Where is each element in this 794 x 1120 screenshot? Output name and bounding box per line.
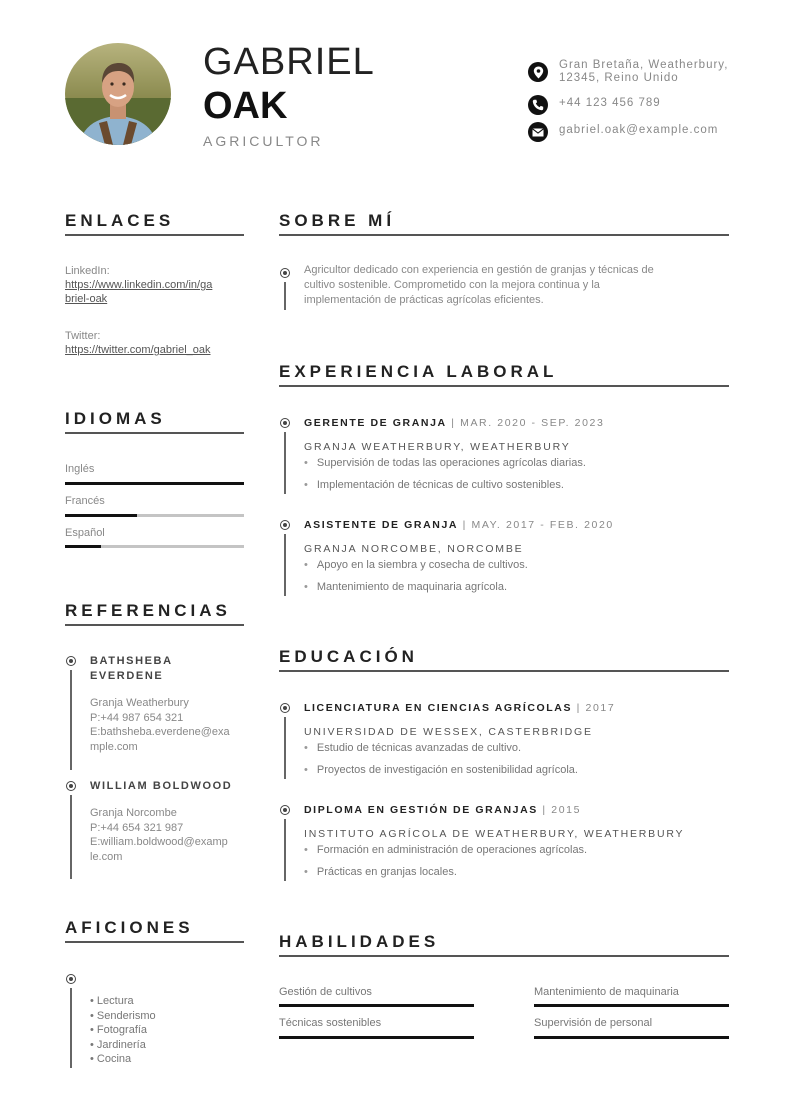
- address: [559, 59, 728, 85]
- timeline-dot-icon: [280, 805, 290, 815]
- experience-2-role: ASISTENTE DE GRANJA: [304, 519, 459, 531]
- references-heading: REFERENCIAS: [65, 601, 231, 620]
- phone-icon: [528, 95, 548, 115]
- education-heading: EDUCACIÓN: [279, 647, 418, 666]
- links-heading: ENLACES: [65, 211, 175, 230]
- education-1-bullet: • Estudio de técnicas avanzadas de cultivo.: [304, 742, 521, 754]
- reference-1-name-cont: EVERDENE: [90, 670, 164, 682]
- skill-bar: [279, 1004, 474, 1007]
- experience-divider: [279, 385, 729, 387]
- language-spanish-level: [65, 545, 101, 548]
- timeline-dot-icon: [280, 520, 290, 530]
- address-line2: 12345, Reino Unido: [559, 72, 679, 84]
- email-icon: [528, 122, 548, 142]
- last-name: OAK: [203, 85, 288, 127]
- timeline-dot-icon: [66, 974, 76, 984]
- timeline-dot-icon: [66, 781, 76, 791]
- experience-1-company: GRANJA WEATHERBURY, WEATHERBURY: [304, 441, 571, 453]
- education-2-title: DIPLOMA EN GESTIÓN DE GRANJAS | 2015: [304, 804, 582, 816]
- hobby-item: • Jardinería: [90, 1038, 146, 1051]
- experience-1-bullet: • Implementación de técnicas de cultivo sostenibles.: [304, 479, 564, 491]
- timeline-dot-icon: [66, 656, 76, 666]
- experience-1-dates: MAR. 2020 - SEP. 2023: [460, 417, 605, 429]
- skill-label: Supervisión de personal: [534, 1017, 653, 1029]
- experience-2-title: ASISTENTE DE GRANJA | MAY. 2017 - FEB. 2020: [304, 519, 614, 531]
- reference-1: [90, 654, 230, 754]
- linkedin-link-cont[interactable]: briel-oak: [65, 293, 108, 305]
- job-title: AGRICULTOR: [203, 133, 324, 149]
- farmer-portrait-icon: [65, 43, 171, 145]
- profile-photo: [65, 43, 171, 145]
- hobbies-divider: [65, 941, 244, 943]
- education-2-year: 2015: [551, 804, 582, 816]
- about-divider: [279, 234, 729, 236]
- experience-1-bullet: • Supervisión de todas las operaciones agrícolas diarias.: [304, 457, 586, 469]
- reference-1-company: Granja Weatherbury: [90, 697, 189, 709]
- address-line1: Gran Bretaña, Weatherbury,: [559, 59, 729, 71]
- hobby-item: • Cocina: [90, 1053, 132, 1066]
- experience-heading: EXPERIENCIA LABORAL: [279, 362, 558, 381]
- timeline-line: [284, 819, 286, 881]
- education-2-degree: DIPLOMA EN GESTIÓN DE GRANJAS: [304, 804, 538, 816]
- twitter-entry: [65, 329, 211, 357]
- hobby-item: • Lectura: [90, 995, 134, 1007]
- linkedin-link[interactable]: https://www.linkedin.com/in/ga: [65, 279, 213, 291]
- reference-1-phone: P:+44 987 654 321: [90, 711, 184, 724]
- skill-label: Técnicas sostenibles: [279, 1017, 382, 1029]
- education-2-bullet: • Formación en administración de operaciones agrícolas.: [304, 844, 587, 856]
- languages-heading: IDIOMAS: [65, 409, 166, 428]
- experience-1-role: GERENTE DE GRANJA: [304, 417, 447, 429]
- experience-2-bullet: • Apoyo en la siembra y cosecha de cultivos.: [304, 559, 528, 571]
- education-1-degree: LICENCIATURA EN CIENCIAS AGRÍCOLAS: [304, 702, 573, 714]
- hobby-item: • Fotografía: [90, 1024, 148, 1037]
- language-french-level: [65, 514, 137, 517]
- skill-label: Mantenimiento de maquinaria: [534, 986, 679, 998]
- timeline-dot-icon: [280, 268, 290, 278]
- reference-1-email-cont: mple.com: [90, 740, 138, 753]
- location-pin-icon: [528, 62, 548, 82]
- reference-1-name: BATHSHEBA: [90, 655, 173, 667]
- reference-2-phone: P:+44 654 321 987: [90, 821, 184, 834]
- about-text: [304, 263, 654, 308]
- skills-divider: [279, 955, 729, 957]
- timeline-line: [70, 795, 72, 879]
- education-1-school: UNIVERSIDAD DE WESSEX, CASTERBRIDGE: [304, 726, 593, 738]
- email-address: gabriel.oak@example.com: [559, 124, 719, 136]
- reference-2: [90, 779, 232, 864]
- reference-2-email: E:william.boldwood@examp: [90, 836, 228, 848]
- language-spanish-track: [65, 545, 244, 548]
- education-divider: [279, 670, 729, 672]
- hobby-item: • Senderismo: [90, 1009, 156, 1022]
- linkedin-entry: [65, 264, 212, 306]
- language-french-track: [65, 514, 244, 517]
- skills-heading: HABILIDADES: [279, 932, 440, 951]
- education-2-bullet: • Prácticas en granjas locales.: [304, 866, 457, 878]
- experience-2-company: GRANJA NORCOMBE, NORCOMBE: [304, 543, 524, 555]
- hobbies-heading: AFICIONES: [65, 918, 194, 937]
- experience-2-dates: MAY. 2017 - FEB. 2020: [471, 519, 614, 531]
- timeline-dot-icon: [280, 703, 290, 713]
- reference-2-company: Granja Norcombe: [90, 807, 177, 819]
- language-english-level: [65, 482, 244, 485]
- language-english: Inglés: [65, 463, 95, 475]
- education-1-title: LICENCIATURA EN CIENCIAS AGRÍCOLAS | 2017: [304, 702, 616, 714]
- about-line1: Agricultor dedicado con experiencia en gestión de granjas y técnicas de: [304, 264, 654, 276]
- education-1-bullet: • Proyectos de investigación en sostenibilidad agrícola.: [304, 764, 578, 776]
- reference-2-name: WILLIAM BOLDWOOD: [90, 780, 233, 792]
- timeline-line: [284, 432, 286, 494]
- about-line3: implementación de prácticas agrícolas eficientes.: [304, 294, 544, 306]
- about-line2: cultivo sostenible. Comprometido con la mejora continua y la: [304, 279, 600, 291]
- phone-number: +44 123 456 789: [559, 97, 661, 109]
- language-french: Francés: [65, 495, 105, 507]
- timeline-line: [284, 717, 286, 779]
- linkedin-label: LinkedIn:: [65, 265, 110, 277]
- timeline-line: [70, 670, 72, 770]
- references-divider: [65, 624, 244, 626]
- about-heading: SOBRE MÍ: [279, 211, 396, 230]
- twitter-label: Twitter:: [65, 330, 101, 342]
- skill-bar: [534, 1004, 729, 1007]
- links-divider: [65, 234, 244, 236]
- twitter-link[interactable]: https://twitter.com/gabriel_oak: [65, 344, 211, 356]
- reference-1-email: E:bathsheba.everdene@exa: [90, 726, 230, 738]
- experience-1-title: GERENTE DE GRANJA | MAR. 2020 - SEP. 2023: [304, 417, 605, 429]
- timeline-line: [284, 282, 286, 310]
- education-1-year: 2017: [585, 702, 616, 714]
- education-2-school: INSTITUTO AGRÍCOLA DE WEATHERBURY, WEATHERBURY: [304, 828, 685, 840]
- skill-bar: [279, 1036, 474, 1039]
- first-name: GABRIEL: [203, 41, 375, 83]
- language-english-track: [65, 482, 244, 485]
- experience-2-bullet: • Mantenimiento de maquinaria agrícola.: [304, 581, 507, 593]
- hobbies-list: [90, 994, 156, 1067]
- timeline-line: [284, 534, 286, 596]
- languages-divider: [65, 432, 244, 434]
- skill-bar: [534, 1036, 729, 1039]
- timeline-line: [70, 988, 72, 1068]
- skill-label: Gestión de cultivos: [279, 986, 372, 998]
- language-spanish: Español: [65, 527, 105, 539]
- timeline-dot-icon: [280, 418, 290, 428]
- reference-2-email-cont: le.com: [90, 850, 123, 863]
